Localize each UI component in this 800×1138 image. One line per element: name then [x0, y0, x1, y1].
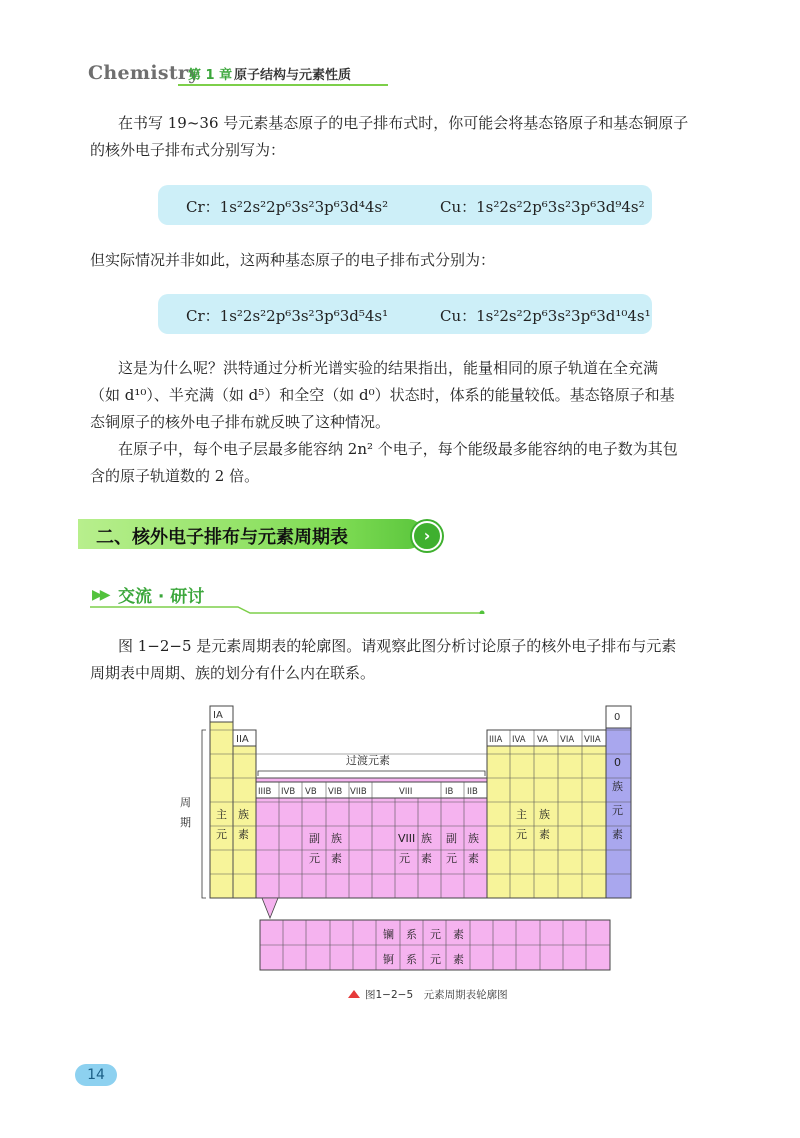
main-right-1: 主: [516, 808, 527, 821]
act-3: 元: [430, 953, 441, 966]
transition-label: 过渡元素: [346, 754, 390, 767]
group-7a-label: VIIA: [584, 735, 601, 745]
intro-line-2: 的核外电子排布式分别写为：: [90, 141, 286, 159]
act-1: 锕: [383, 953, 394, 966]
group-3a-label: IIIA: [489, 735, 503, 745]
viii-4: 素: [421, 852, 432, 865]
arrow-right-icon: ›: [412, 521, 442, 551]
main-left-3: 元: [216, 828, 227, 841]
group-1b-label: IB: [445, 787, 454, 797]
group-5b-label: VB: [305, 787, 317, 797]
figure-caption: 图1−2−5 元素周期表轮廓图: [365, 989, 508, 1001]
explain-line-1: 这是为什么呢？洪特通过分析光谱实验的结果指出，能量相同的原子轨道在全充满: [118, 359, 659, 377]
sub-right-3: 元: [446, 852, 457, 865]
group-6a-label: VIA: [560, 735, 575, 745]
sub-left-4: 素: [331, 852, 342, 865]
discussion-line-1: 图 1−2−5 是元素周期表的轮廓图。请观察此图分析讨论原子的核外电子排布与元素: [118, 637, 677, 655]
group-6b-label: VIB: [328, 787, 343, 797]
explain-line-2: （如 d¹⁰）、半充满（如 d⁵）和全空（如 d⁰）状态时，体系的能量较低。基态铬原子和基: [90, 386, 675, 404]
group-2-label: IIA: [236, 734, 249, 745]
header-subject: Chemistry: [88, 62, 200, 84]
sub-right-2: 族: [468, 832, 479, 845]
lan-1: 镧: [383, 928, 394, 941]
main-left-4: 素: [238, 828, 249, 841]
main-left-1: 主: [216, 808, 227, 821]
group-5a-label: VA: [537, 735, 549, 745]
page-number: 14: [75, 1064, 117, 1086]
group-4a-label: IVA: [512, 735, 526, 745]
explain-line-3: 态铜原子的核外电子排布就反映了这种情况。: [90, 413, 391, 431]
sub-left-3: 元: [309, 852, 320, 865]
viii-2: 族: [421, 832, 432, 845]
header-chapter: 第 1 章: [188, 68, 233, 83]
section-title: 二、核外电子排布与元素周期表: [96, 527, 348, 548]
period-bracket: [202, 730, 206, 898]
explain-line-4: 在原子中，每个电子层最多能容纳 2n² 个电子，每个能级最多能容纳的电子数为其包: [118, 440, 678, 458]
sub-left-1: 副: [309, 832, 320, 845]
lan-4: 素: [453, 928, 464, 941]
transition-bracket: [258, 771, 485, 776]
act-2: 系: [406, 953, 417, 966]
period-label-2: 期: [180, 816, 191, 829]
zero-2: 族: [612, 780, 623, 793]
viii-3: 元: [399, 852, 410, 865]
main-right-2: 族: [539, 808, 550, 821]
lan-2: 系: [406, 928, 417, 941]
zero-3: 元: [612, 804, 623, 817]
lan-3: 元: [430, 928, 441, 941]
sub-left-2: 族: [331, 832, 342, 845]
caption-triangle-icon: [348, 990, 360, 998]
group-0-label: 0: [614, 712, 621, 723]
viii-1: VIII: [398, 832, 416, 845]
group-8-label: VIII: [399, 787, 413, 797]
group-7b-label: VIIB: [350, 787, 367, 797]
explain-line-5: 含的原子轨道数的 2 倍。: [90, 467, 260, 485]
main-left-2: 族: [238, 808, 249, 821]
formula-cr-actual: Cr：1s²2s²2p⁶3s²3p⁶3d⁵4s¹: [186, 307, 389, 325]
group-2b-label: IIB: [467, 787, 478, 797]
act-4: 素: [453, 953, 464, 966]
sub-title: 交流 · 研讨: [118, 587, 205, 607]
main-right-4: 素: [539, 828, 550, 841]
double-arrow-icon: ▶▶: [92, 587, 108, 603]
group-4b-label: IVB: [281, 787, 296, 797]
intro-line-1: 在书写 19~36 号元素基态原子的电子排布式时，你可能会将基态铬原子和基态铜原子: [118, 114, 689, 132]
zero-4: 素: [612, 828, 623, 841]
zero-1: 0: [614, 756, 621, 769]
formula-cu-actual: Cu：1s²2s²2p⁶3s²3p⁶3d¹⁰4s¹: [440, 307, 651, 325]
formula-cu-expected: Cu：1s²2s²2p⁶3s²3p⁶3d⁹4s²: [440, 198, 645, 216]
discussion-line-2: 周期表中周期、族的划分有什么内在联系。: [90, 664, 376, 682]
sub-right-1: 副: [446, 832, 457, 845]
header-chapter-title: 原子结构与元素性质: [234, 68, 352, 83]
actual-text: 但实际情况并非如此，这两种基态原子的电子排布式分别为：: [90, 251, 496, 269]
f-block-callout: [262, 898, 278, 918]
sub-right-4: 素: [468, 852, 479, 865]
group-3b-label: IIIB: [258, 787, 272, 797]
formula-cr-expected: Cr：1s²2s²2p⁶3s²3p⁶3d⁴4s²: [186, 198, 389, 216]
main-right-3: 元: [516, 828, 527, 841]
group-1-label: IA: [213, 710, 223, 721]
period-label-1: 周: [180, 796, 191, 809]
